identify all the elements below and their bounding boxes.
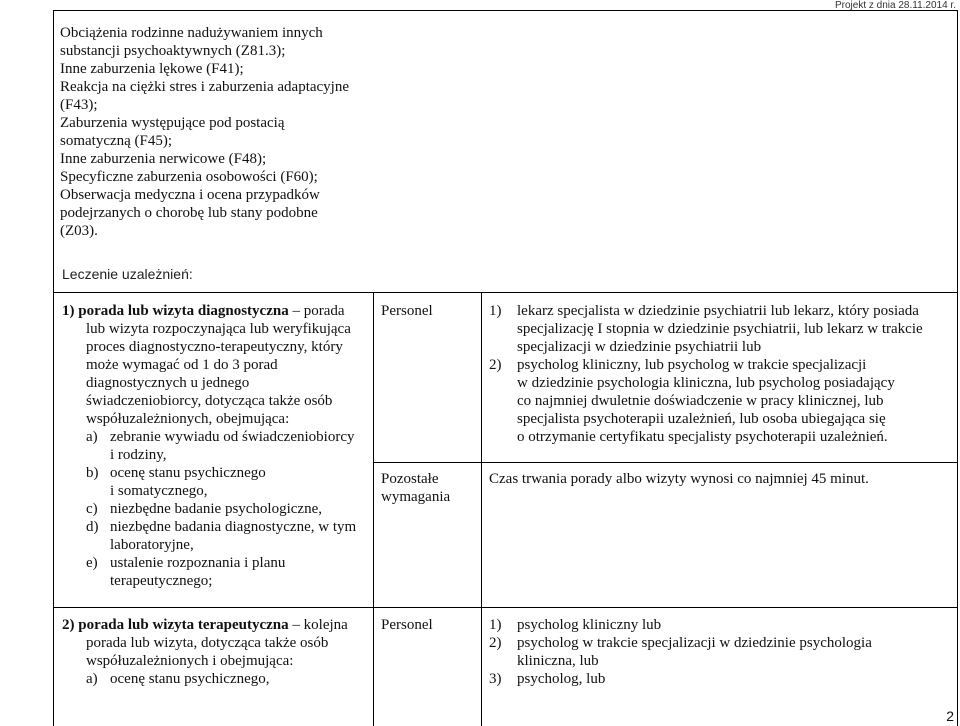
page-number: 2 bbox=[946, 708, 954, 724]
table-border-right bbox=[957, 10, 958, 726]
diagnosis-line: (F43); bbox=[60, 97, 98, 113]
col-divider-2 bbox=[481, 292, 482, 607]
item-label: d) bbox=[86, 519, 99, 535]
service-1-item-a bbox=[62, 428, 372, 446]
diagnosis-line: Obciążenia rodzinne nadużywaniem innych bbox=[60, 25, 323, 41]
service-1-desc-line: proces diagnostyczno-terapeutyczny, który bbox=[86, 339, 343, 355]
item-label: c) bbox=[86, 501, 98, 517]
personnel-continuation: specjalizacji w dziedzinie psychiatrii lub bbox=[517, 339, 762, 355]
service-1-desc-line: świadczeniobiorcy, dotycząca także osób bbox=[86, 393, 333, 409]
personnel-item bbox=[489, 302, 954, 320]
item-continuation: terapeutycznego; bbox=[110, 573, 213, 589]
other-label-line: Pozostałe bbox=[381, 471, 439, 487]
service-2-dash: – kolejna bbox=[288, 617, 348, 633]
personnel-text: psycholog kliniczny, lub psycholog w trakcie specjalizacji bbox=[517, 357, 867, 373]
item-text: zebranie wywiadu od świadczeniobiorcy bbox=[110, 429, 355, 445]
diagnosis-line: (Z03). bbox=[60, 223, 98, 239]
service-2-number: 2) bbox=[62, 617, 75, 633]
diagnosis-line: podejrzanych o chorobę lub stany podobne bbox=[60, 205, 318, 221]
personnel-continuation: specjalista psychoterapii uzależnień, lub osoba ubiegająca się bbox=[517, 411, 886, 427]
row-divider-2 bbox=[53, 607, 958, 608]
personnel-item bbox=[489, 670, 954, 688]
service-2-name: porada lub wizyta terapeutyczna bbox=[78, 617, 289, 633]
personnel-text: psycholog kliniczny lub bbox=[517, 617, 662, 633]
personnel-text: psycholog, lub bbox=[517, 671, 606, 687]
service-2-personnel-label: Personel bbox=[381, 617, 433, 633]
item-text: ocenę stanu psychicznego bbox=[110, 465, 266, 481]
personnel-item bbox=[489, 356, 954, 374]
diagnosis-line: substancji psychoaktywnych (Z81.3); bbox=[60, 43, 286, 59]
diagnosis-line: Zaburzenia występujące pod postacią bbox=[60, 115, 285, 131]
diagnosis-line: Inne zaburzenia nerwicowe (F48); bbox=[60, 151, 267, 167]
item-text: niezbędne badania diagnostyczne, w tym bbox=[110, 519, 357, 535]
service-2-personnel-list bbox=[489, 616, 954, 688]
personnel-text: psycholog w trakcie specjalizacji w dziedzinie psychologia bbox=[517, 635, 872, 651]
personnel-num: 1) bbox=[489, 617, 502, 633]
service-1-other-label bbox=[381, 470, 476, 506]
personnel-num: 3) bbox=[489, 671, 502, 687]
service-1-dash: – porada bbox=[288, 303, 345, 319]
section-title: Leczenie uzależnień: bbox=[62, 266, 193, 282]
personnel-continuation: kliniczna, lub bbox=[517, 653, 599, 669]
item-text: ocenę stanu psychicznego, bbox=[110, 671, 270, 687]
row-divider-personnel bbox=[373, 462, 958, 463]
diagnosis-line: Obserwacja medyczna i ocena przypadków bbox=[60, 187, 320, 203]
diagnosis-line: somatyczną (F45); bbox=[60, 133, 173, 149]
item-continuation: laboratoryjne, bbox=[110, 537, 194, 553]
col-divider-1 bbox=[373, 292, 374, 607]
table-border-top bbox=[53, 10, 958, 11]
personnel-num: 1) bbox=[489, 303, 502, 319]
item-label: b) bbox=[86, 465, 99, 481]
service-1-desc-line: może wymagać od 1 do 3 porad bbox=[86, 357, 278, 373]
other-label-line: wymagania bbox=[381, 489, 451, 505]
service-2-description bbox=[62, 616, 372, 688]
service-2-heading bbox=[62, 616, 372, 634]
service-1-heading bbox=[62, 302, 372, 320]
service-1-desc-line: lub wizyta rozpoczynająca lub weryfikująca bbox=[86, 321, 351, 337]
diagnosis-line: Inne zaburzenia lękowe (F41); bbox=[60, 61, 244, 77]
personnel-continuation: w dziedzinie psychologia kliniczna, lub psycholog posiadający bbox=[517, 375, 895, 391]
diagnosis-line: Reakcja na ciężki stres i zaburzenia adaptacyjne bbox=[60, 79, 350, 95]
service-1-desc-line: współuzależnionych, obejmująca: bbox=[86, 411, 290, 427]
item-label: e) bbox=[86, 555, 98, 571]
personnel-continuation: specjalizację I stopnia w dziedzinie psychiatrii, lub lekarz w trakcie bbox=[517, 321, 923, 337]
service-1-item-d bbox=[62, 518, 372, 536]
service-2-item-a bbox=[62, 670, 372, 688]
service-1-item-e bbox=[62, 554, 372, 572]
service-1-item-c bbox=[62, 500, 372, 518]
item-continuation: i rodziny, bbox=[110, 447, 167, 463]
service-2-desc-line: współuzależnionych i obejmująca: bbox=[86, 653, 294, 669]
service-2-desc-line: porada lub wizyta, dotycząca także osób bbox=[86, 635, 329, 651]
personnel-continuation: co najmniej dwuletnie doświadczenie w pracy klinicznej, lub bbox=[517, 393, 884, 409]
diagnosis-line: Specyficzne zaburzenia osobowości (F60); bbox=[60, 169, 318, 185]
personnel-continuation: o otrzymanie certyfikatu specjalisty psychoterapii uzależnień. bbox=[517, 429, 888, 445]
personnel-num: 2) bbox=[489, 635, 502, 651]
service-1-description bbox=[62, 302, 372, 590]
project-date-header: Projekt z dnia 28.11.2014 r. bbox=[834, 0, 956, 11]
service-1-desc-line: diagnostycznych u jednego bbox=[86, 375, 250, 391]
service-1-number: 1) bbox=[62, 303, 75, 319]
service-1-personnel-list bbox=[489, 302, 954, 446]
col-divider-1-row2 bbox=[373, 607, 374, 726]
personnel-num: 2) bbox=[489, 357, 502, 373]
row-divider-1 bbox=[53, 292, 958, 293]
item-label: a) bbox=[86, 671, 98, 687]
service-1-personnel-label: Personel bbox=[381, 303, 433, 319]
item-continuation: i somatycznego, bbox=[110, 483, 208, 499]
service-1-other-text: Czas trwania porady albo wizyty wynosi co najmniej 45 minut. bbox=[489, 471, 869, 487]
col-divider-2-row2 bbox=[481, 607, 482, 726]
personnel-text: lekarz specjalista w dziedzinie psychiatrii lub lekarz, który posiada bbox=[517, 303, 919, 319]
diagnoses-list bbox=[60, 24, 400, 240]
personnel-item bbox=[489, 634, 954, 652]
item-label: a) bbox=[86, 429, 98, 445]
service-1-name: porada lub wizyta diagnostyczna bbox=[78, 303, 289, 319]
item-text: ustalenie rozpoznania i planu bbox=[110, 555, 286, 571]
service-1-item-b bbox=[62, 464, 372, 482]
personnel-item bbox=[489, 616, 954, 634]
item-text: niezbędne badanie psychologiczne, bbox=[110, 501, 322, 517]
table-border-left bbox=[53, 10, 54, 726]
